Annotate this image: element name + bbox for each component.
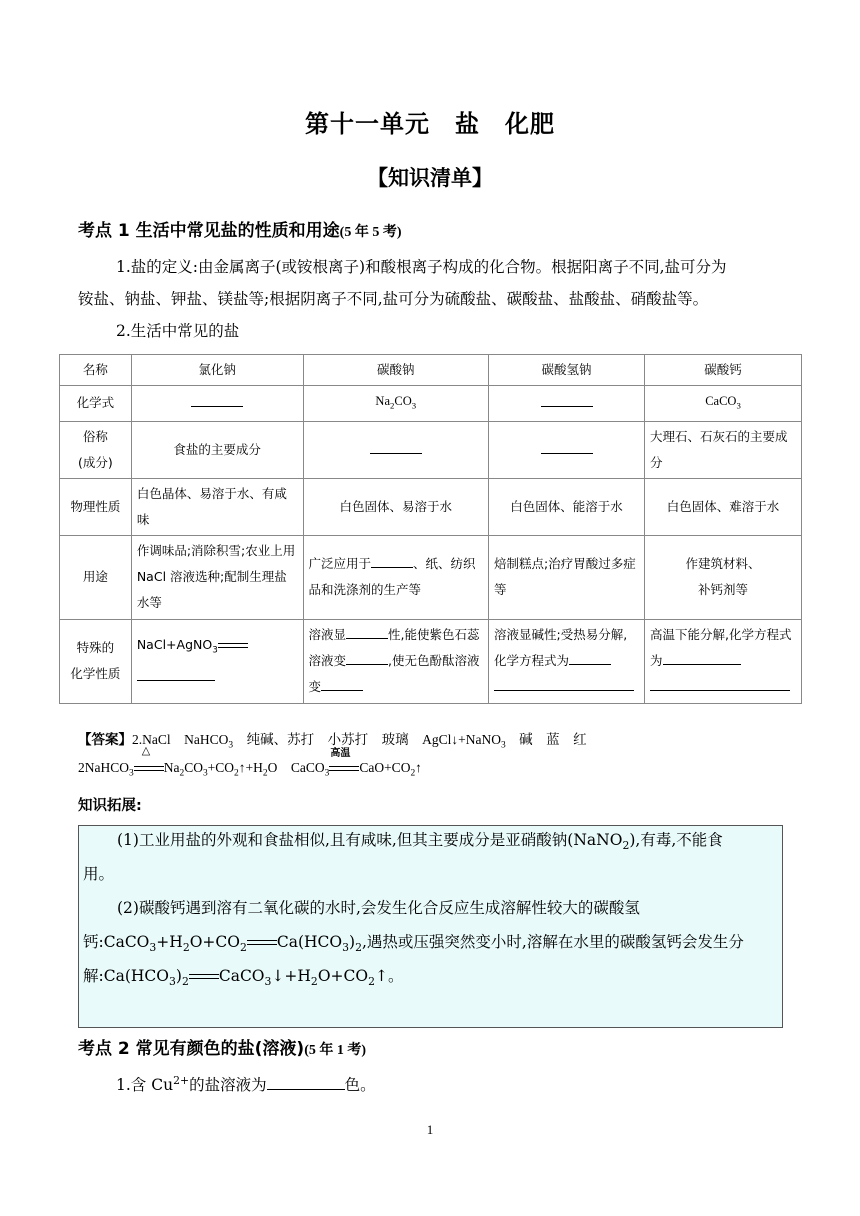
salt-table [59,354,802,704]
section1-para2: 2.生活中常见的盐 [116,322,240,340]
table-cell: CaCO$_3$ [645,386,802,422]
section2-heading: 考点 2 常见有颜色的盐(溶液)(5 年 1 考) [78,1039,367,1059]
table-row: 俗称 (成分) 食盐的主要成分 大理石、石灰石的主要成分 [60,421,802,478]
equals-sign [218,643,248,649]
table-row: 化学式 $Na_2CO_3$ CaCO$_3$ [60,386,802,422]
heat-symbol: △ [141,745,151,757]
section1-para1a: 1.盐的定义:由金属离子(或铵根离子)和酸根离子构成的化合物。根据阳离子不同,盐可分为 [116,258,727,276]
answer-blank [489,386,645,422]
table-row: 物理性质 白色晶体、易溶于水、有咸味 白色固体、易溶于水 白色固体、能溶于水 白色固体、难溶于水 [60,478,802,535]
answer-blank [569,650,611,665]
answer-blank [346,624,388,639]
table-header: 碳酸氢钠 [489,355,645,386]
answer-blank [663,650,741,665]
answer-blank [267,1075,345,1090]
answer-line-1: 【答案】2.NaCl NaHCO$_3$ 纯碱、苏打 小苏打 玻璃 AgCl↓+NaNO$_3$ 碱 蓝 红 [78,732,587,751]
page-title: 第十一单元 盐 化肥 [305,110,555,138]
answer-blank [346,650,388,665]
high-temp-label: 高温 [330,748,351,759]
answer-blank [650,676,790,691]
table-header: 氯化钠 [131,355,303,386]
table-header: 碳酸钙 [645,355,802,386]
knowledge-extension-label: 知识拓展: [78,798,142,814]
answer-blank [371,553,413,568]
table-row: 用途 作调味品;消除积雪;农业上用 NaCl 溶液选种;配制生理盐水等 广泛应用于 、纸、纺织品和洗涤剂的生产等 焙制糕点;治疗胃酸过多症等 作建筑材料、 补钙剂等 [60,535,802,619]
section1-heading: 考点 1 生活中常见盐的性质和用途(5 年 5 考) [78,221,402,241]
answer-blank [303,421,489,478]
table-header: 碳酸钠 [303,355,489,386]
section-subtitle: 【知识清单】 [367,166,493,190]
table-row: 特殊的 化学性质 NaCl+AgNO$_3$ 溶液显 性,能使紫色石蕊溶液变 ,使无色酚酞溶液变 溶液显碱性;受热易分解,化学方程式为 高温下能分解,化学方程式为 [60,619,802,703]
answer-blank [321,676,363,691]
answer-blank [494,676,634,691]
table-row [60,355,802,386]
answer-blank [489,421,645,478]
extension-box: (1)工业用盐的外观和食盐相似,且有咸味,但其主要成分是亚硝酸钠(NaNO$_2$),有毒,不能食 用。 (2)碳酸钙遇到溶有二氧化碳的水时,会发生化合反应生成溶解性较大的碳酸氢 钙$:CaCO_3+H_2O+CO_2$ $Ca(HCO_3)_2$,遇热或压强突然变小时,溶解在水里的碳酸氢钙会发生分 解$:Ca(HCO_3)_2$ $CaCO_3↓+H_2O+CO_2↑$。 [78,825,783,1028]
section2-para1: 1.含 $Cu^{2+}$的盐溶液为 色。 [116,1074,376,1095]
table-cell: $Na_2CO_3$ [303,386,489,422]
answer-blank [131,386,303,422]
section1-para1b: 铵盐、钠盐、钾盐、镁盐等;根据阴离子不同,盐可分为硫酸盐、碳酸盐、盐酸盐、硝酸盐等。 [78,290,709,308]
table-header: 名称 [60,355,132,386]
answer-blank [137,666,215,681]
page-number: 1 [426,1122,434,1137]
answer-line-2: 2NaHCO$_3$ △ $Na_2CO_3+CO_2↑+H_2O$ CaCO$_3$ 高温 $CaO+CO_2↑$ [78,745,422,779]
